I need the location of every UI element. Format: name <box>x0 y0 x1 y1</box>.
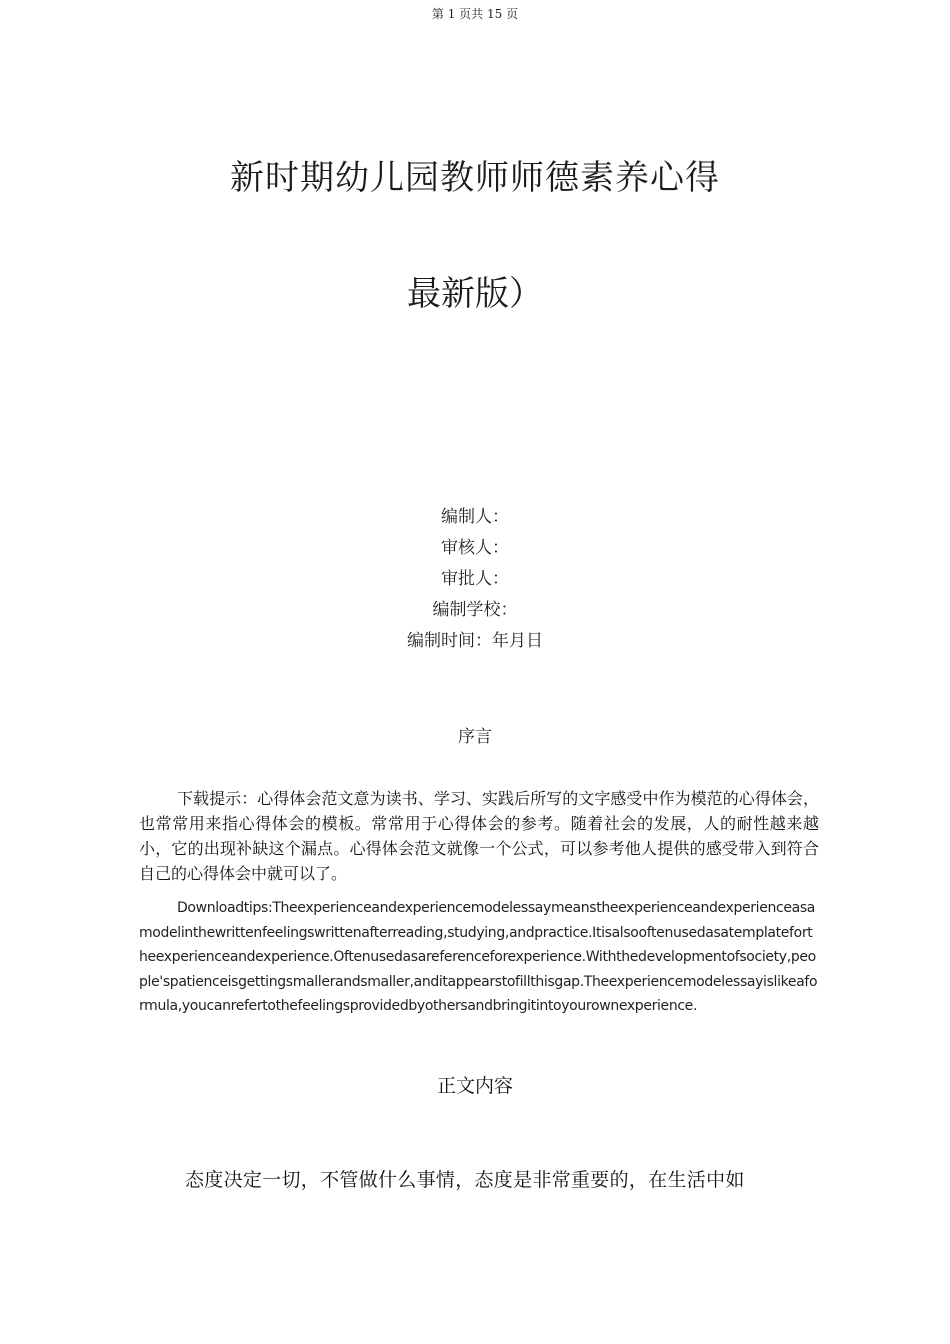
document-title-line1: 新时期幼儿园教师师德素养心得 <box>230 158 720 198</box>
document-title-line2: 最新版） <box>407 274 543 314</box>
meta-school: 编制学校： <box>432 600 518 620</box>
meta-time: 编制时间：年月日 <box>407 631 543 651</box>
meta-approver: 审批人： <box>441 569 509 589</box>
document-meta-block <box>0 502 950 657</box>
download-tips-english: Downloadtips:Theexperienceandexperiencemodelessaymeanstheexperienceandexperienceasamodelinthewrittenfeelingswrittenafterreading,studying,andpractice.Itisalsooftenusedasatemplatefortheexperienceandexperience.Oftenusedasareferenceforexperience.Withthedevelopmentofsociety,people'spatienceisgettingsmallerandsmaller,anditappearstofillthisgap.Theexperiencemodelessayislikeaformula,youcanrefertothefeelingsprovidedbyothersandbringitintoyourownexperience. <box>139 900 818 1015</box>
body-paragraph: 态度决定一切，不管做什么事情，态度是非常重要的，在生活中如 <box>185 1169 745 1191</box>
preface-heading: 序言 <box>458 727 492 747</box>
meta-reviewer: 审核人： <box>441 538 509 558</box>
download-tips-chinese: 下载提示：心得体会范文意为读书、学习、实践后所写的文字感受中作为模范的心得体会，也常常用来指心得体会的模板。常常用于心得体会的参考。随着社会的发展，人的耐性越来越小，它的出现补缺这个漏点。心得体会范文就像一个公式，可以参考他人提供的感受带入到符合自己的心得体会中就可以了。 <box>139 789 819 883</box>
body-heading: 正文内容 <box>436 1075 513 1097</box>
meta-editor: 编制人： <box>441 507 509 527</box>
page-number: 第 1 页共 15 页 <box>431 7 519 21</box>
